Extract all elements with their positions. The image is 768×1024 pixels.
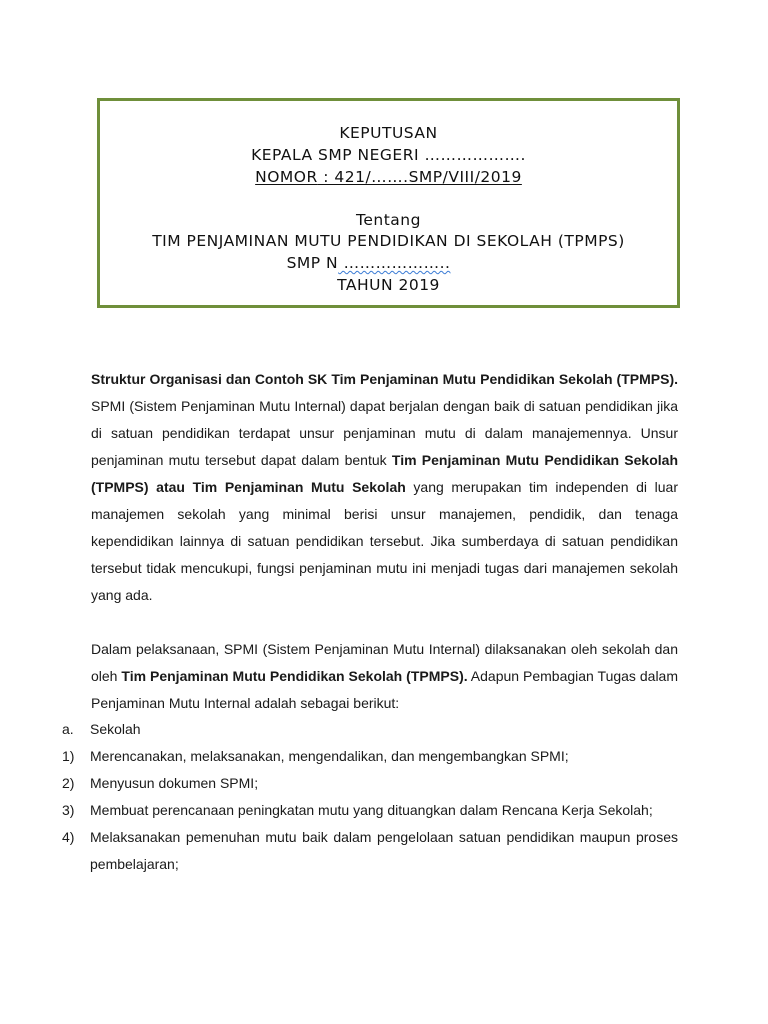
p2-bold-1: Tim Penjaminan Mutu Pendidikan Sekolah (TPMPS). bbox=[121, 668, 468, 684]
task-list bbox=[62, 716, 678, 878]
header-nomor bbox=[100, 168, 677, 186]
paragraph-2 bbox=[91, 636, 678, 717]
p1-bold-2: Tim Penjaminan Mutu Pendidikan Sekolah (TPMPS) atau Tim Penjaminan Mutu Sekolah bbox=[91, 452, 678, 495]
p1-text-2: yang merupakan tim independen di luar manajemen sekolah yang minimal berisi unsur manajemen, pendidik, dan tenaga kependidikan lainnya di satuan pendidikan tersebut. Jika sumberdaya di satuan pendidikan tersebut tidak mencukupi, fungsi penjaminan mutu ini menjadi tugas dari manajemen sekolah yang ada. bbox=[91, 479, 678, 603]
p2-text-1: Dalam pelaksanaan, SPMI (Sistem Penjaminan Mutu Internal) dilaksanakan oleh sekolah dan oleh bbox=[91, 641, 678, 684]
list-marker: 3) bbox=[62, 802, 75, 818]
header-tahun: TAHUN 2019 bbox=[337, 276, 440, 294]
header-keputusan: KEPUTUSAN bbox=[339, 124, 438, 142]
list-text: Merencanakan, melaksanakan, mengendalikan, dan mengembangkan SPMI; bbox=[90, 748, 569, 764]
header-kepala: KEPALA SMP NEGERI ………………. bbox=[251, 146, 526, 164]
list-text: Menyusun dokumen SPMI; bbox=[90, 775, 259, 791]
header-smp bbox=[60, 254, 677, 272]
list-item bbox=[62, 716, 678, 743]
list-marker: 1) bbox=[62, 748, 75, 764]
header-tentang: Tentang bbox=[356, 211, 421, 229]
title-box bbox=[97, 98, 680, 308]
list-marker: 4) bbox=[62, 829, 75, 845]
p1-bold-1: Struktur Organisasi dan Contoh SK Tim Penjaminan Mutu Pendidikan Sekolah (TPMPS). bbox=[91, 371, 678, 387]
body-text bbox=[91, 366, 678, 717]
header-tim: TIM PENJAMINAN MUTU PENDIDIKAN DI SEKOLAH (TPMPS) bbox=[152, 232, 625, 250]
smp-value: ……………….. bbox=[338, 254, 451, 272]
list-item bbox=[62, 824, 678, 878]
list-text: Melaksanakan pemenuhan mutu baik dalam pengelolaan satuan pendidikan maupun proses pembelajaran; bbox=[90, 829, 678, 872]
paragraph-1 bbox=[91, 366, 678, 609]
list-marker: 2) bbox=[62, 775, 75, 791]
list-marker: a. bbox=[62, 721, 74, 737]
p2-text-2: Adapun Pembagian Tugas dalam Penjaminan Mutu Internal adalah sebagai berikut: bbox=[91, 668, 679, 711]
list-item bbox=[62, 770, 678, 797]
list-item bbox=[62, 797, 678, 824]
list-item bbox=[62, 743, 678, 770]
list-text: Membuat perencanaan peningkatan mutu yang dituangkan dalam Rencana Kerja Sekolah; bbox=[90, 802, 653, 818]
list-text: Sekolah bbox=[90, 721, 141, 737]
nomor-label: NOMOR bbox=[255, 168, 318, 186]
nomor-value: : 421/…….SMP/VIII/2019 bbox=[317, 168, 522, 186]
smp-label: SMP N bbox=[286, 254, 339, 272]
p1-text-1: SPMI (Sistem Penjaminan Mutu Internal) dapat berjalan dengan baik di satuan pendidikan jika di satuan pendidikan terdapat unsur penjaminan mutu di dalam manajemennya. Unsur penjaminan mutu tersebut dapat dalam bentuk bbox=[91, 398, 678, 468]
